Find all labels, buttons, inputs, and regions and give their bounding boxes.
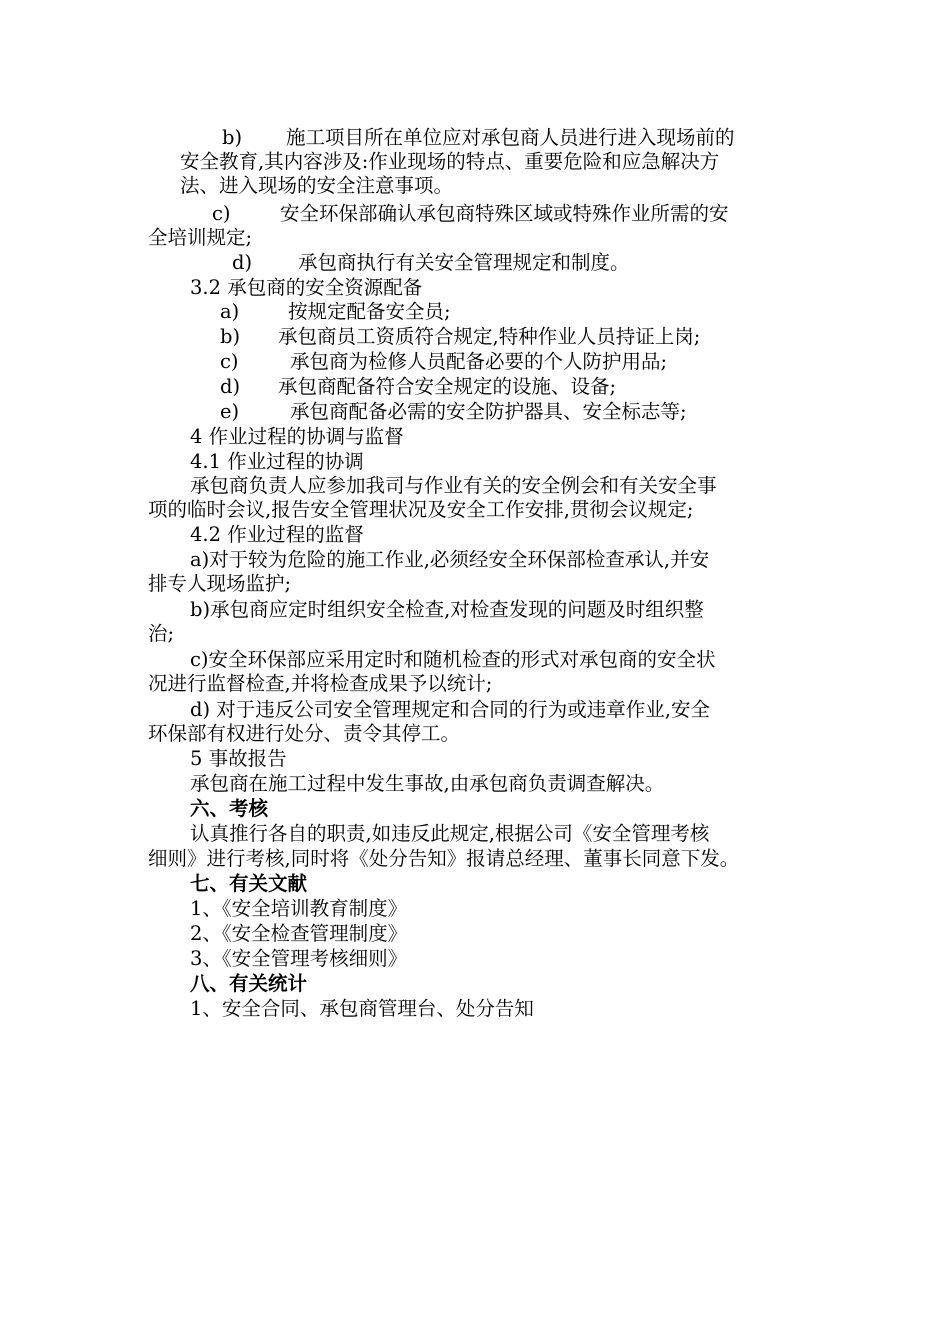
list-marker: d) [220, 375, 241, 398]
list-item-c [212, 202, 729, 226]
list-item [220, 375, 616, 399]
list-text: 按规定配备安全员; [288, 300, 451, 323]
list-item [220, 325, 700, 349]
list-item: 1、《安全培训教育制度》 [190, 897, 408, 920]
list-item: 1、安全合同、承包商管理台、处分告知 [190, 997, 534, 1020]
subsection-heading: 4.2 作业过程的监督 [190, 523, 364, 546]
paragraph-line: 安全教育,其内容涉及:作业现场的特点、重要危险和应急解决方 [180, 150, 720, 173]
list-item-d [232, 251, 630, 275]
paragraph-line: d) 对于违反公司安全管理规定和合同的行为或违章作业,安全 [190, 698, 710, 721]
list-item [220, 350, 667, 374]
paragraph-line: 承包商在施工过程中发生事故,由承包商负责调查解决。 [190, 772, 665, 795]
section-heading: 4 作业过程的协调与监督 [190, 425, 404, 448]
paragraph-line: b)承包商应定时组织安全检查,对检查发现的问题及时组织整 [190, 598, 704, 621]
list-marker: d) [232, 251, 253, 274]
subsection-heading: 4.1 作业过程的协调 [190, 450, 364, 473]
list-marker: e) [220, 400, 240, 423]
list-text: 施工项目所在单位应对承包商人员进行进入现场前的 [286, 126, 735, 149]
list-item [220, 400, 687, 424]
list-marker: a) [220, 300, 240, 323]
list-item: 2、《安全检查管理制度》 [190, 922, 408, 945]
list-item: 3、《安全管理考核细则》 [190, 947, 408, 970]
list-marker: b) [222, 126, 243, 149]
paragraph-line: a)对于较为危险的施工作业,必须经安全环保部检查承认,并安 [190, 548, 710, 571]
list-item-b [222, 126, 735, 150]
paragraph-line: 况进行监督检查,并将检查成果予以统计; [148, 672, 493, 695]
paragraph-line: 细则》进行考核,同时将《处分告知》报请总经理、董事长同意下发。 [148, 847, 740, 870]
paragraph-line: c)安全环保部应采用定时和随机检查的形式对承包商的安全状 [190, 648, 716, 671]
chapter-heading: 八、有关统计 [190, 972, 308, 995]
list-text: 承包商配备符合安全规定的设施、设备; [278, 375, 617, 398]
list-item [220, 300, 451, 324]
list-marker: c) [220, 350, 239, 373]
list-text: 承包商配备必需的安全防护器具、安全标志等; [290, 400, 687, 423]
list-text: 承包商执行有关安全管理规定和制度。 [298, 251, 630, 274]
paragraph-line: 认真推行各自的职责,如违反此规定,根据公司《安全管理考核 [190, 822, 710, 845]
list-marker: c) [212, 202, 231, 225]
paragraph-line: 项的临时会议,报告安全管理状况及安全工作安排,贯彻会议规定; [148, 498, 694, 521]
paragraph-line: 法、进入现场的安全注意事项。 [180, 174, 454, 197]
section-heading: 3.2 承包商的安全资源配备 [190, 276, 423, 299]
section-heading: 5 事故报告 [190, 747, 287, 770]
list-text: 承包商为检修人员配备必要的个人防护用品; [290, 350, 668, 373]
list-marker: b) [220, 325, 241, 348]
paragraph-line: 治; [148, 622, 175, 645]
paragraph-line: 承包商负责人应参加我司与作业有关的安全例会和有关安全事 [190, 474, 717, 497]
paragraph-line: 全培训规定; [148, 226, 253, 249]
list-text: 安全环保部确认承包商特殊区域或特殊作业所需的安 [280, 202, 729, 225]
chapter-heading: 七、有关文献 [190, 872, 308, 895]
paragraph-line: 环保部有权进行处分、责令其停工。 [148, 722, 461, 745]
paragraph-line: 排专人现场监护; [148, 572, 292, 595]
chapter-heading: 六、考核 [190, 797, 269, 820]
list-text: 承包商员工资质符合规定,特种作业人员持证上岗; [278, 325, 701, 348]
